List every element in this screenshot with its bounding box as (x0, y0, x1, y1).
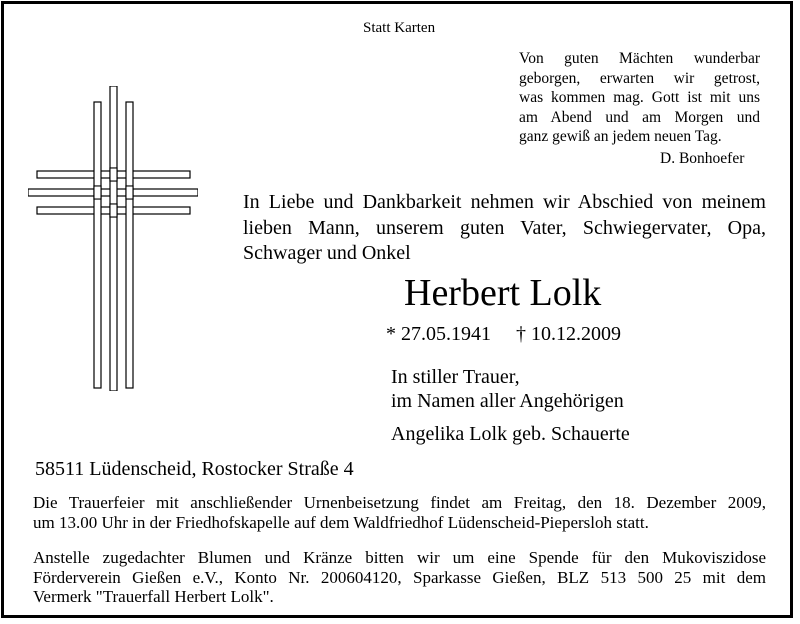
funeral-line: Die Trauerfeier mit anschließender Urnenbeisetzung findet am Freitag, den 18. Dezember 2009, (33, 493, 766, 512)
quote-author: D. Bonhoefer (660, 150, 745, 167)
donation-line: Förderverein Gießen e.V., Konto Nr. 200604120, Sparkasse Gießen, BLZ 513 500 25 mit dem (33, 567, 766, 587)
family-address: 58511 Lüdenscheid, Rostocker Straße 4 (35, 458, 354, 480)
death-date: † 10.12.2009 (516, 323, 621, 345)
quote-line: geborgen, erwarten wir getrost, (519, 69, 760, 87)
quote-line: was kommen mag. Gott ist mit uns (519, 89, 760, 106)
farewell-line: Schwager und Onkel (243, 242, 411, 264)
mourners-block (391, 366, 624, 413)
statt-karten-header: Statt Karten (363, 20, 436, 36)
quote-line: ganz gewiß an jedem neuen Tag. (519, 128, 722, 145)
quote-line: am Abend und am Morgen und (519, 108, 760, 126)
mourners-line: im Namen aller Angehörigen (391, 389, 624, 412)
mourners-line: In stiller Trauer, (391, 366, 520, 388)
deceased-name: Herbert Lolk (404, 272, 602, 314)
donation-notice (33, 548, 766, 607)
obituary-card (1, 1, 793, 618)
bonhoeffer-quote (519, 49, 760, 147)
farewell-line: lieben Mann, unserem guten Vater, Schwiegervater, Opa, (243, 216, 766, 239)
funeral-notice (33, 493, 766, 532)
farewell-line: In Liebe und Dankbarkeit nehmen wir Abschied von meinem (243, 191, 766, 213)
cross-icon (28, 86, 198, 396)
birth-date: * 27.05.1941 (386, 323, 491, 345)
signer-name: Angelika Lolk geb. Schauerte (391, 423, 630, 445)
funeral-line: um 13.00 Uhr in der Friedhofskapelle auf dem Waldfriedhof Lüdenscheid-Piepersloh statt. (33, 512, 649, 532)
donation-line: Anstelle zugedachter Blumen und Kränze bitten wir um eine Spende für den Mukoviszidose (33, 548, 766, 567)
quote-line: Von guten Mächten wunderbar (519, 50, 760, 67)
farewell-text (243, 190, 766, 267)
donation-line: Vermerk "Trauerfall Herbert Lolk". (33, 587, 274, 606)
